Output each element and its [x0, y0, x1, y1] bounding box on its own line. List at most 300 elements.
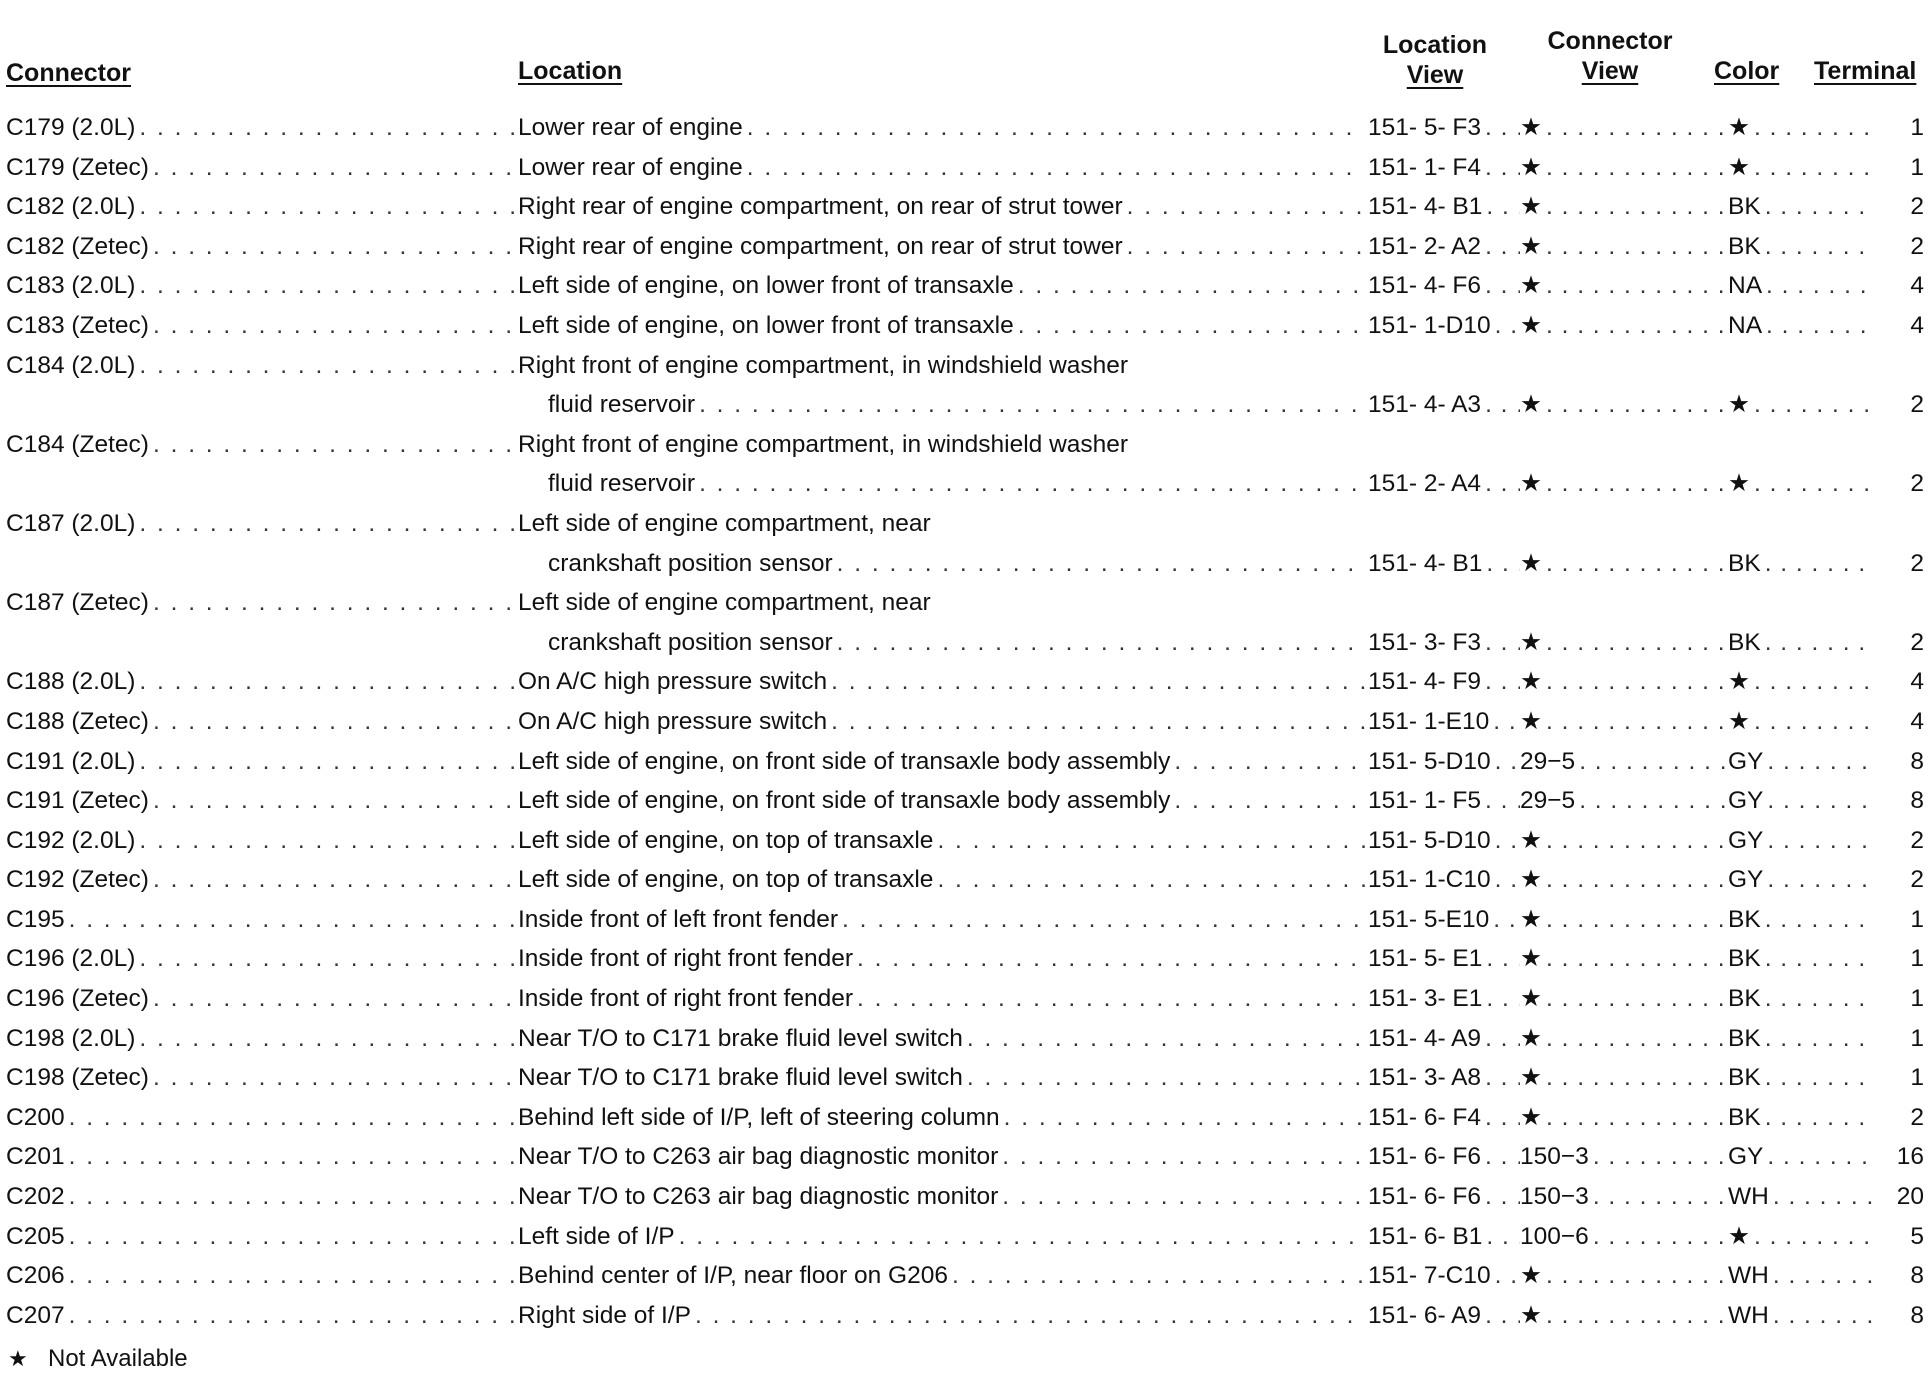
connector-cell — [6, 464, 517, 504]
leader-dots — [65, 900, 517, 940]
leader-dots — [1491, 821, 1520, 861]
header-connector-view — [1542, 26, 1678, 86]
connector-view-cell — [1520, 900, 1728, 940]
table-row — [0, 1296, 1932, 1336]
leader-dots — [1481, 1137, 1520, 1177]
leader-dots — [1014, 306, 1365, 346]
leader-dots — [135, 266, 517, 306]
location-cell — [518, 425, 1365, 465]
color-cell-text: ★ — [1728, 114, 1750, 141]
color-cell — [1728, 939, 1874, 979]
connector-cell-text: C191 (Zetec) — [6, 787, 149, 815]
leader-dots — [743, 108, 1365, 148]
leader-dots — [149, 860, 517, 900]
leader-dots — [998, 1137, 1365, 1177]
location-cell — [518, 900, 1365, 940]
connector-view-cell — [1520, 662, 1728, 702]
location-cell-text: Left side of I/P — [518, 1222, 675, 1250]
location-view-cell-text: 151- 4- B1 — [1368, 193, 1483, 221]
connector-view-cell — [1520, 1137, 1728, 1177]
terminal-cell: 8 — [1910, 1262, 1924, 1290]
leader-dots — [1482, 939, 1520, 979]
color-cell — [1728, 1256, 1874, 1296]
connector-view-cell — [1520, 1296, 1728, 1336]
color-cell — [1728, 266, 1874, 306]
leader-dots — [1542, 464, 1728, 504]
location-view-cell — [1368, 662, 1520, 702]
terminal-cell: 20 — [1896, 1183, 1924, 1211]
table-row — [0, 1058, 1932, 1098]
location-view-cell — [1368, 781, 1520, 821]
connector-cell — [6, 662, 517, 702]
location-cell — [518, 742, 1365, 782]
table-row — [0, 385, 1932, 425]
color-cell-text: WH — [1728, 1262, 1769, 1290]
leader-dots — [1542, 979, 1728, 1019]
terminal-cell: 2 — [1910, 193, 1924, 221]
location-cell — [518, 1058, 1365, 1098]
connector-cell — [6, 1256, 517, 1296]
connector-view-cell-text: ★ — [1520, 707, 1542, 735]
table-row — [0, 1177, 1932, 1217]
leader-dots — [1769, 1296, 1874, 1336]
leader-dots — [1542, 1256, 1728, 1296]
leader-dots — [135, 821, 517, 861]
leader-dots — [1542, 544, 1728, 584]
location-view-cell-text: 151- 6- B1 — [1368, 1222, 1483, 1250]
leader-dots — [1170, 781, 1365, 821]
leader-dots — [1750, 702, 1874, 742]
terminal-cell: 4 — [1910, 668, 1924, 696]
location-cell-text: Left side of engine, on lower front of transaxle — [518, 272, 1014, 300]
leader-dots — [1761, 187, 1874, 227]
connector-cell-text: C183 (2.0L) — [6, 272, 136, 300]
leader-dots — [691, 1296, 1365, 1336]
leader-dots — [149, 1058, 517, 1098]
table-row — [0, 266, 1932, 306]
leader-dots — [1000, 1098, 1365, 1138]
leader-dots — [135, 1019, 517, 1059]
leader-dots — [1542, 821, 1728, 861]
location-cell — [518, 346, 1365, 386]
color-cell-text: ★ — [1728, 707, 1750, 735]
leader-dots — [149, 306, 517, 346]
color-cell — [1728, 148, 1874, 188]
location-view-cell — [1368, 623, 1520, 663]
leader-dots — [1123, 187, 1365, 227]
connector-cell-text: C196 (2.0L) — [6, 945, 136, 973]
leader-dots — [1542, 900, 1728, 940]
location-cell — [518, 702, 1365, 742]
leader-dots — [1481, 148, 1520, 188]
leader-dots — [1761, 900, 1874, 940]
connector-cell — [6, 1217, 517, 1257]
leader-dots — [1542, 702, 1728, 742]
color-cell-text: GY — [1728, 747, 1764, 775]
leader-dots — [963, 1058, 1365, 1098]
connector-view-cell-text: ★ — [1520, 945, 1542, 973]
connector-cell-text: C187 (2.0L) — [6, 509, 136, 537]
header-connector-view-line1: Connector — [1547, 27, 1673, 55]
connector-cell — [6, 266, 517, 306]
terminal-cell: 8 — [1910, 1301, 1924, 1329]
leader-dots — [1482, 187, 1520, 227]
header-location — [518, 56, 622, 86]
leader-dots — [675, 1217, 1365, 1257]
terminal-cell: 5 — [1910, 1222, 1924, 1250]
leader-dots — [1542, 860, 1728, 900]
color-cell — [1728, 742, 1874, 782]
location-cell-text: Near T/O to C263 air bag diagnostic monitor — [518, 1183, 999, 1211]
color-cell — [1728, 1019, 1874, 1059]
location-view-cell — [1368, 187, 1520, 227]
connector-view-cell-text: ★ — [1520, 549, 1542, 577]
connector-view-cell-text: 150−3 — [1520, 1183, 1589, 1211]
color-cell — [1728, 108, 1874, 148]
header-terminal-label: Terminal — [1814, 57, 1917, 85]
leader-dots — [1761, 1098, 1874, 1138]
leader-dots — [1589, 1137, 1728, 1177]
location-view-cell-text: 151- 6- F6 — [1368, 1143, 1482, 1171]
color-cell-text: BK — [1728, 193, 1761, 221]
location-cell — [518, 266, 1365, 306]
terminal-cell: 2 — [1910, 391, 1924, 419]
connector-cell — [6, 1098, 517, 1138]
location-view-cell — [1368, 979, 1520, 1019]
location-cell — [518, 1217, 1365, 1257]
location-view-cell — [1368, 108, 1520, 148]
location-view-cell-text: 151- 6- F4 — [1368, 1103, 1482, 1131]
leader-dots — [1589, 1177, 1728, 1217]
table-row — [0, 662, 1932, 702]
location-view-cell — [1368, 821, 1520, 861]
leader-dots — [1542, 266, 1728, 306]
table-row — [0, 464, 1932, 504]
location-view-cell-text: 151- 7-C10 — [1368, 1262, 1491, 1290]
location-cell-text: Right rear of engine compartment, on rear of strut tower — [518, 232, 1123, 260]
connector-view-cell — [1520, 860, 1728, 900]
header-terminal — [1814, 56, 1916, 86]
leader-dots — [1542, 385, 1728, 425]
location-view-cell-text: 151- 1-C10 — [1368, 866, 1491, 894]
location-view-cell — [1368, 306, 1520, 346]
location-cell — [518, 1019, 1365, 1059]
leader-dots — [1481, 227, 1520, 267]
table-row — [0, 148, 1932, 188]
leader-dots — [1481, 266, 1520, 306]
connector-cell-text: C200 — [6, 1103, 65, 1131]
leader-dots — [1762, 306, 1874, 346]
connector-view-cell — [1520, 979, 1728, 1019]
location-cell-text: Inside front of left front fender — [518, 905, 839, 933]
table-row — [0, 1098, 1932, 1138]
connector-view-cell-text: ★ — [1520, 272, 1542, 300]
leader-dots — [1170, 742, 1365, 782]
location-cell — [548, 544, 1365, 584]
leader-dots — [1481, 1296, 1520, 1336]
connector-cell — [6, 227, 517, 267]
connector-view-cell-text: ★ — [1520, 391, 1542, 419]
location-view-cell-text: 151- 5-D10 — [1368, 826, 1491, 854]
leader-dots — [65, 1256, 517, 1296]
connector-view-cell-text: ★ — [1520, 826, 1542, 854]
location-view-cell-text: 151- 5- E1 — [1368, 945, 1483, 973]
connector-cell-text: C182 (Zetec) — [6, 232, 149, 260]
location-cell — [518, 1256, 1365, 1296]
color-cell — [1728, 1137, 1874, 1177]
location-cell — [518, 781, 1365, 821]
location-view-cell — [1368, 742, 1520, 782]
terminal-cell: 1 — [1910, 905, 1924, 933]
location-cell-text: Right front of engine compartment, in windshield washer — [518, 351, 1129, 379]
header-location-view-line1: Location — [1382, 31, 1488, 59]
leader-dots — [1481, 464, 1520, 504]
terminal-cell: 2 — [1910, 232, 1924, 260]
location-view-cell-text: 151- 4- A3 — [1368, 391, 1482, 419]
color-cell — [1728, 623, 1874, 663]
location-view-cell-text: 151- 1-E10 — [1368, 707, 1490, 735]
leader-dots — [1763, 860, 1874, 900]
color-cell-text: GY — [1728, 826, 1764, 854]
color-cell — [1728, 979, 1874, 1019]
color-cell-text: BK — [1728, 945, 1761, 973]
location-cell-text: Right side of I/P — [518, 1301, 691, 1329]
terminal-cell: 4 — [1910, 707, 1924, 735]
leader-dots — [1542, 1019, 1728, 1059]
location-cell — [518, 148, 1365, 188]
leader-dots — [1014, 266, 1365, 306]
location-view-cell — [1368, 860, 1520, 900]
table-row — [0, 1019, 1932, 1059]
table-row — [0, 781, 1932, 821]
connector-view-cell — [1520, 1058, 1728, 1098]
color-cell — [1728, 900, 1874, 940]
location-view-cell — [1368, 939, 1520, 979]
location-cell-text: Right front of engine compartment, in windshield washer — [518, 430, 1129, 458]
table-row — [0, 702, 1932, 742]
leader-dots — [1481, 385, 1520, 425]
location-view-cell-text: 151- 5-D10 — [1368, 747, 1491, 775]
location-view-cell — [1368, 464, 1520, 504]
location-view-cell — [1368, 1137, 1520, 1177]
connector-view-cell — [1520, 1019, 1728, 1059]
connector-cell-text: C205 — [6, 1222, 65, 1250]
leader-dots — [65, 1296, 517, 1336]
color-cell-text: BK — [1728, 1103, 1761, 1131]
connector-view-cell — [1520, 821, 1728, 861]
header-location-view — [1376, 30, 1494, 90]
connector-cell — [6, 979, 517, 1019]
terminal-cell: 2 — [1910, 549, 1924, 577]
connector-view-cell-text: 29−5 — [1520, 747, 1576, 775]
table-row — [0, 583, 1932, 623]
terminal-cell: 2 — [1910, 628, 1924, 656]
location-cell — [548, 385, 1365, 425]
connector-view-cell-text: ★ — [1520, 668, 1542, 696]
color-cell-text: BK — [1728, 905, 1761, 933]
leader-dots — [149, 702, 517, 742]
color-cell — [1728, 702, 1874, 742]
leader-dots — [1489, 900, 1520, 940]
connector-view-cell — [1520, 544, 1728, 584]
connector-cell-text: C184 (Zetec) — [6, 430, 149, 458]
leader-dots — [1750, 385, 1874, 425]
connector-cell-text: C198 (Zetec) — [6, 1064, 149, 1092]
leader-dots — [65, 1217, 517, 1257]
connector-cell-text: C188 (Zetec) — [6, 707, 149, 735]
location-view-cell-text: 151- 4- F6 — [1368, 272, 1482, 300]
footnote-text: Not Available — [48, 1345, 188, 1372]
connector-view-cell — [1520, 623, 1728, 663]
color-cell — [1728, 1177, 1874, 1217]
leader-dots — [695, 385, 1365, 425]
connector-cell-text: C179 (2.0L) — [6, 114, 136, 141]
leader-dots — [1482, 544, 1520, 584]
table-row — [0, 939, 1932, 979]
leader-dots — [135, 346, 517, 386]
leader-dots — [135, 662, 517, 702]
footnote — [8, 1344, 188, 1374]
connector-cell — [6, 148, 517, 188]
location-view-cell-text: 151- 1- F5 — [1368, 787, 1482, 815]
connector-cell — [6, 504, 517, 544]
location-cell-text: Behind center of I/P, near floor on G206 — [518, 1262, 948, 1290]
color-cell-text: ★ — [1728, 391, 1750, 419]
connector-view-cell-text: ★ — [1520, 985, 1542, 1013]
table-row — [0, 108, 1932, 148]
location-view-cell-text: 151- 3- A8 — [1368, 1064, 1482, 1092]
location-cell — [518, 504, 1365, 544]
connector-cell-text: C207 — [6, 1301, 65, 1329]
leader-dots — [1542, 623, 1728, 663]
connector-view-cell-text: ★ — [1520, 232, 1542, 260]
color-cell-text: BK — [1728, 628, 1761, 656]
connector-view-cell — [1520, 1256, 1728, 1296]
connector-view-cell — [1520, 1098, 1728, 1138]
leader-dots — [1481, 1019, 1520, 1059]
color-cell — [1728, 1217, 1874, 1257]
leader-dots — [1542, 227, 1728, 267]
leader-dots — [1761, 939, 1874, 979]
leader-dots — [1769, 1256, 1874, 1296]
terminal-cell: 2 — [1910, 866, 1924, 894]
location-cell-text: Near T/O to C171 brake fluid level switch — [518, 1064, 963, 1092]
leader-dots — [1481, 108, 1520, 148]
connector-cell-text: C201 — [6, 1143, 65, 1171]
connector-cell — [6, 860, 517, 900]
leader-dots — [1482, 979, 1520, 1019]
connector-view-cell — [1520, 108, 1728, 148]
color-cell — [1728, 1296, 1874, 1336]
color-cell — [1728, 544, 1874, 584]
leader-dots — [1761, 979, 1874, 1019]
terminal-cell: 2 — [1910, 470, 1924, 498]
header-color-label: Color — [1714, 57, 1780, 85]
terminal-cell: 1 — [1910, 945, 1924, 973]
leader-dots — [1481, 623, 1520, 663]
leader-dots — [1491, 860, 1520, 900]
connector-view-cell-text: ★ — [1520, 905, 1542, 933]
color-cell — [1728, 781, 1874, 821]
connector-view-cell-text: 29−5 — [1520, 787, 1576, 815]
connector-cell — [6, 385, 517, 425]
connector-cell-text: C182 (2.0L) — [6, 193, 136, 221]
location-cell — [518, 227, 1365, 267]
table-row — [0, 821, 1932, 861]
connector-cell — [6, 346, 517, 386]
leader-dots — [1482, 1217, 1520, 1257]
leader-dots — [1750, 464, 1874, 504]
location-view-cell-text: 151- 2- A4 — [1368, 470, 1482, 498]
location-cell — [548, 623, 1365, 663]
leader-dots — [1481, 662, 1520, 702]
leader-dots — [963, 1019, 1365, 1059]
leader-dots — [149, 148, 517, 188]
connector-view-cell-text: ★ — [1520, 470, 1542, 498]
leader-dots — [135, 504, 517, 544]
leader-dots — [149, 227, 517, 267]
connector-view-cell-text: ★ — [1520, 153, 1542, 181]
location-cell — [548, 464, 1365, 504]
location-view-cell — [1368, 1058, 1520, 1098]
location-cell — [518, 821, 1365, 861]
color-cell-text: GY — [1728, 1143, 1764, 1171]
terminal-cell: 1 — [1910, 1024, 1924, 1052]
connector-cell — [6, 742, 517, 782]
table-row — [0, 979, 1932, 1019]
leader-dots — [1750, 108, 1874, 148]
leader-dots — [853, 939, 1365, 979]
location-view-cell — [1368, 148, 1520, 188]
location-cell-text: Left side of engine, on top of transaxle — [518, 826, 934, 854]
connector-view-cell-text: ★ — [1520, 1024, 1542, 1052]
connector-cell-text: C184 (2.0L) — [6, 351, 136, 379]
location-view-cell — [1368, 266, 1520, 306]
terminal-cell: 1 — [1910, 985, 1924, 1013]
color-cell — [1728, 306, 1874, 346]
location-cell — [518, 1296, 1365, 1336]
location-view-cell-text: 151- 1-D10 — [1368, 311, 1491, 339]
leader-dots — [833, 544, 1365, 584]
leader-dots — [135, 939, 517, 979]
location-view-cell-text: 151- 1- F4 — [1368, 153, 1482, 181]
location-cell-text: Near T/O to C263 air bag diagnostic monitor — [518, 1143, 999, 1171]
connector-cell — [6, 702, 517, 742]
connector-view-cell-text: ★ — [1520, 193, 1542, 221]
location-cell-text: Behind left side of I/P, left of steering column — [518, 1103, 1000, 1131]
connector-view-cell — [1520, 939, 1728, 979]
connector-view-cell — [1520, 266, 1728, 306]
color-cell-text: ★ — [1728, 153, 1750, 181]
location-cell — [518, 108, 1365, 148]
connector-view-cell — [1520, 148, 1728, 188]
leader-dots — [1763, 742, 1874, 782]
leader-dots — [1489, 702, 1520, 742]
star-icon: ★ — [8, 1346, 28, 1371]
location-cell-text: On A/C high pressure switch — [518, 668, 828, 696]
color-cell-text: GY — [1728, 866, 1764, 894]
leader-dots — [1123, 227, 1365, 267]
terminal-cell: 8 — [1910, 747, 1924, 775]
color-cell — [1728, 662, 1874, 702]
connector-cell — [6, 623, 517, 663]
color-cell — [1728, 464, 1874, 504]
location-view-cell — [1368, 1177, 1520, 1217]
connector-cell-text: C206 — [6, 1262, 65, 1290]
leader-dots — [135, 742, 517, 782]
table-row — [0, 1217, 1932, 1257]
leader-dots — [1481, 1058, 1520, 1098]
